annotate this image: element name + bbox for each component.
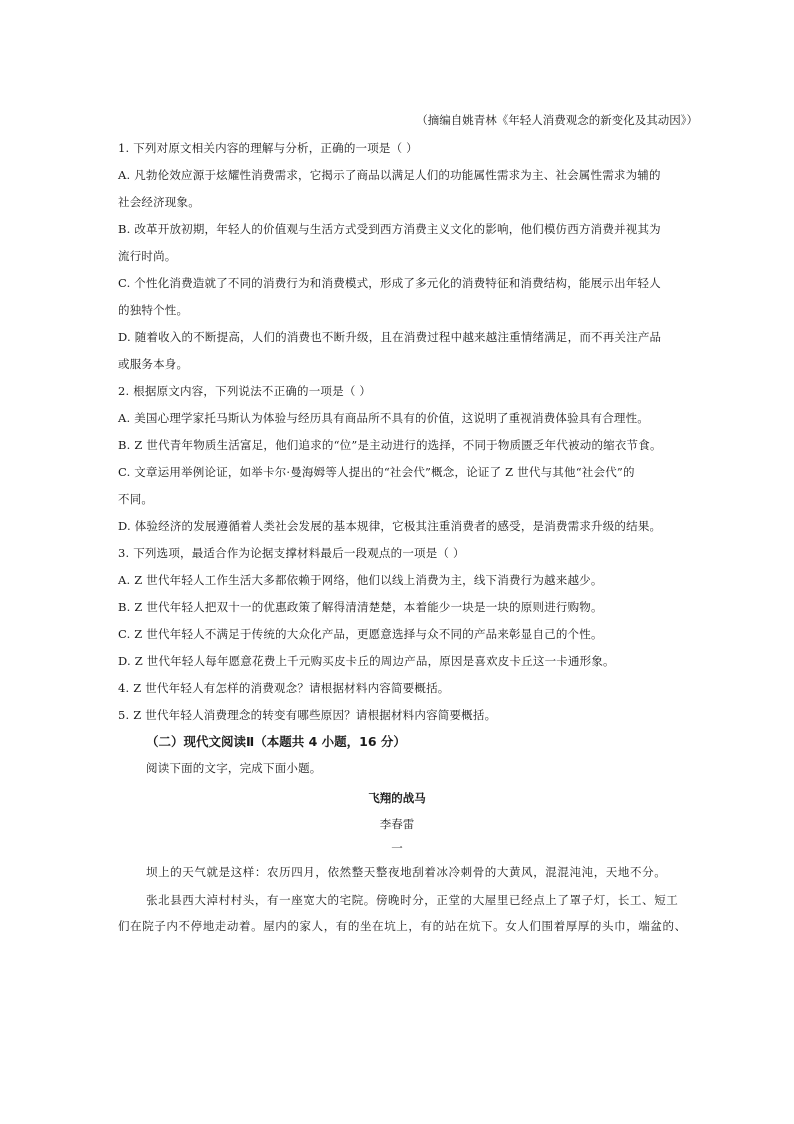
q1-stem: 1. 下列对原文相关内容的理解与分析，正确的一项是（ ） [118, 141, 418, 155]
source-citation: （摘编自姚青林《年轻人消费观念的新变化及其动因》） [416, 113, 698, 127]
section-heading: （二）现代文阅读Ⅱ（本题共 4 小题，16 分） [146, 734, 406, 749]
story-author: 李春雷 [379, 817, 415, 831]
q5-stem: 5. Z 世代年轻人消费理念的转变有哪些原因？请根据材料内容简要概括。 [118, 708, 497, 722]
q4-stem: 4. Z 世代年轻人有怎样的消费观念？请根据材料内容简要概括。 [118, 681, 450, 695]
story-paragraph-1: 坝上的天气就是这样：农历四月，依然整天整夜地刮着冰冷刺骨的大黄风，混混沌沌，天地不分。 [146, 865, 667, 879]
q1-option-a-cont: 社会经济现象。 [118, 195, 200, 209]
q2-option-d: D. 体验经济的发展遵循着人类社会发展的基本规律，它极其注重消费者的感受，是消费需求升级的结果。 [118, 519, 662, 533]
q2-option-b: B. Z 世代青年物质生活富足，他们追求的“位”是主动进行的选择，不同于物质匮乏年代被动的缩衣节食。 [118, 438, 662, 452]
q3-option-a: A. Z 世代年轻人工作生活大多都依赖于网络，他们以线上消费为主，线下消费行为越来越少。 [118, 573, 603, 587]
q1-option-b: B. 改革开放初期，年轻人的价值观与生活方式受到西方消费主义文化的影响，他们模仿西方消费并视其为 [118, 222, 661, 236]
q2-option-c: C. 文章运用举例论证，如举卡尔·曼海姆等人提出的“社会代”概念，论证了 Z 世代与其他“社会代”的 [118, 465, 635, 479]
q2-option-a: A. 美国心理学家托马斯认为体验与经历具有商品所不具有的价值，这说明了重视消费体验具有合理性。 [118, 411, 650, 425]
q1-option-d: D. 随着收入的不断提高，人们的消费也不断升级，且在消费过程中越来越注重情绪满足，而不再关注产品 [118, 330, 662, 344]
q3-option-d: D. Z 世代年轻人每年愿意花费上千元购买皮卡丘的周边产品，原因是喜欢皮卡丘这一卡通形象。 [118, 654, 615, 668]
story-paragraph-2: 张北县西大淖村村头，有一座宽大的宅院。傍晚时分，正堂的大屋里已经点上了罩子灯，长工、短工 [146, 893, 679, 907]
q1-option-d-cont: 或服务本身。 [118, 357, 189, 371]
reading-instruction: 阅读下面的文字，完成下面小题。 [146, 761, 322, 775]
q1-option-c-cont: 的独特个性。 [118, 303, 189, 317]
q3-stem: 3. 下列选项，最适合作为论据支撑材料最后一段观点的一项是（ ） [118, 546, 465, 560]
story-part-number: 一 [391, 841, 403, 855]
story-paragraph-2-cont: 们在院子内不停地走动着。屋内的家人，有的坐在坑上，有的站在炕下。女人们围着厚厚的头巾，端盆的、 [118, 919, 687, 933]
q1-option-b-cont: 流行时尚。 [118, 249, 177, 263]
q3-option-b: B. Z 世代年轻人把双十一的优惠政策了解得清清楚楚，本着能少一块是一块的原则进行购物。 [118, 600, 603, 614]
q3-option-c: C. Z 世代年轻人不满足于传统的大众化产品，更愿意选择与众不同的产品来彰显自己的个性。 [118, 627, 603, 641]
q1-option-c: C. 个性化消费造就了不同的消费行为和消费模式，形成了多元化的消费特征和消费结构，能展示出年轻人 [118, 276, 661, 290]
q2-option-c-cont: 不同。 [118, 492, 154, 506]
q1-option-a: A. 凡勃伦效应源于炫耀性消费需求，它揭示了商品以满足人们的功能属性需求为主、社会属性需求为辅的 [118, 168, 661, 182]
q2-stem: 2. 根据原文内容，下列说法不正确的一项是（ ） [118, 384, 372, 398]
story-title: 飞翔的战马 [368, 791, 426, 805]
